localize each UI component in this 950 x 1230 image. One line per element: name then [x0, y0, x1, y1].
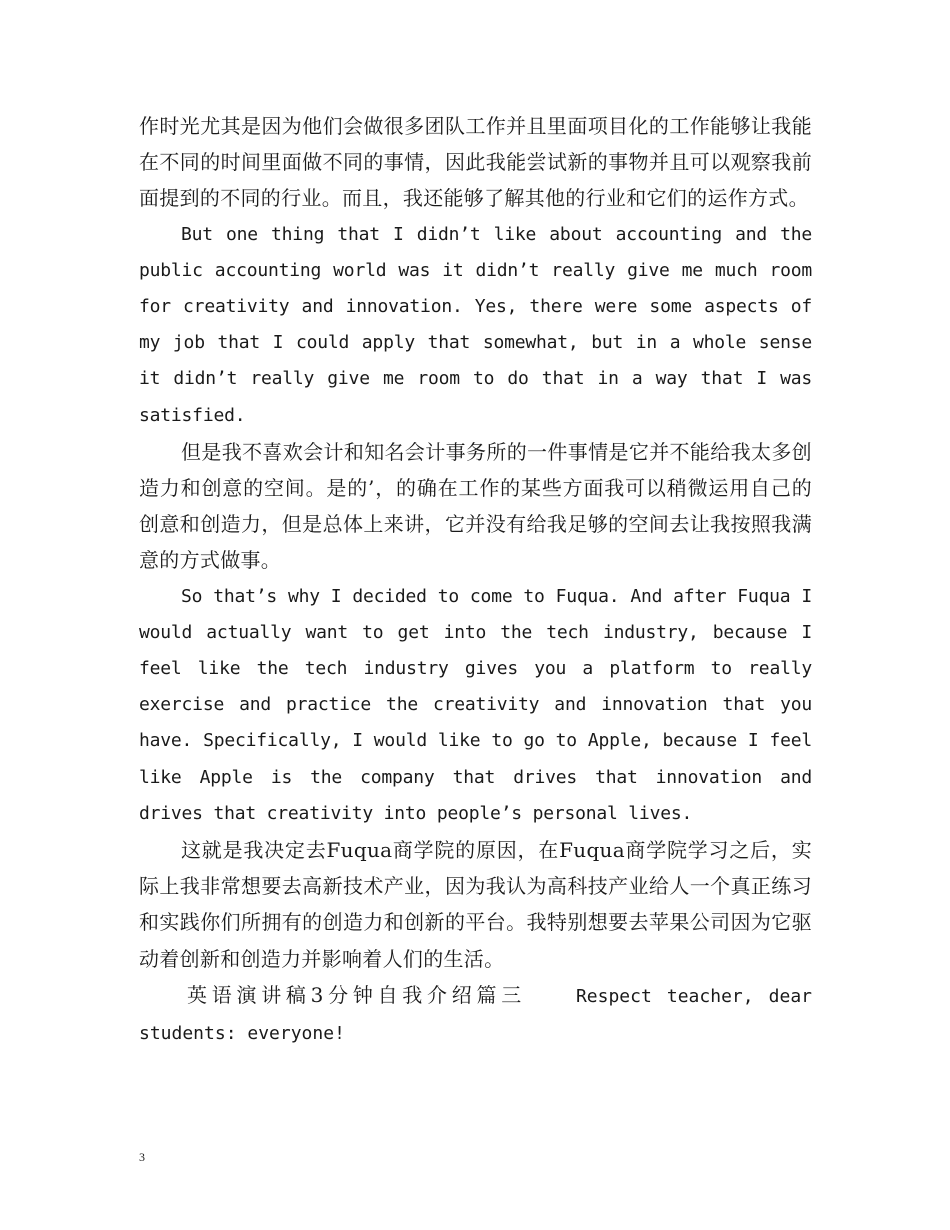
- paragraph-zh-accounting: 但是我不喜欢会计和知名会计事务所的一件事情是它并不能给我太多创造力和创意的空间。是的’，的确在工作的某些方面我可以稍微运用自己的创意和创造力，但是总体上来讲，它并没有给我足够的空间去让我按照我满意的方式做事。: [139, 439, 812, 573]
- section-heading: 英语演讲稿3分钟自我介绍篇三: [187, 982, 526, 1007]
- page-number: 3: [139, 1150, 145, 1164]
- document-body: [139, 108, 812, 1052]
- paragraph-en-accounting: But one thing that I didn’t like about accounting and the public accounting world was it didn’t really give me much room for creativity and innovation. Yes, there were some aspects of my job that I could apply that somewhat, but in a whole sense it didn’t really give me room to do that in a way that I was satisfied.: [139, 223, 812, 426]
- paragraph-zh-continuation: 作时光尤其是因为他们会做很多团队工作并且里面项目化的工作能够让我能在不同的时间里面做不同的事情，因此我能尝试新的事物并且可以观察我前面提到的不同的行业。而且，我还能够了解其他的行业和它们的运作方式。: [139, 114, 812, 211]
- paragraph-en-fuqua: So that’s why I decided to come to Fuqua. And after Fuqua I would actually want to get into the tech industry, because I feel like the tech industry gives you a platform to really exercise and practice the creativity and innovation that you have. Specifically, I would like to go to Apple, because I feel like Apple is the company that drives that innovation and drives that creativity into people’s personal lives.: [139, 585, 812, 824]
- paragraph-zh-fuqua: 这就是我决定去Fuqua商学院的原因，在Fuqua商学院学习之后，实际上我非常想要去高新技术产业，因为我认为高科技产业给人一个真正练习和实践你们所拥有的创造力和创新的平台。我特别想要去苹果公司因为它驱动着创新和创造力并影响着人们的生活。: [139, 838, 812, 971]
- speech-opening: Respect teacher, dear students: everyone!: [139, 985, 812, 1045]
- section-heading-line: [139, 977, 812, 1052]
